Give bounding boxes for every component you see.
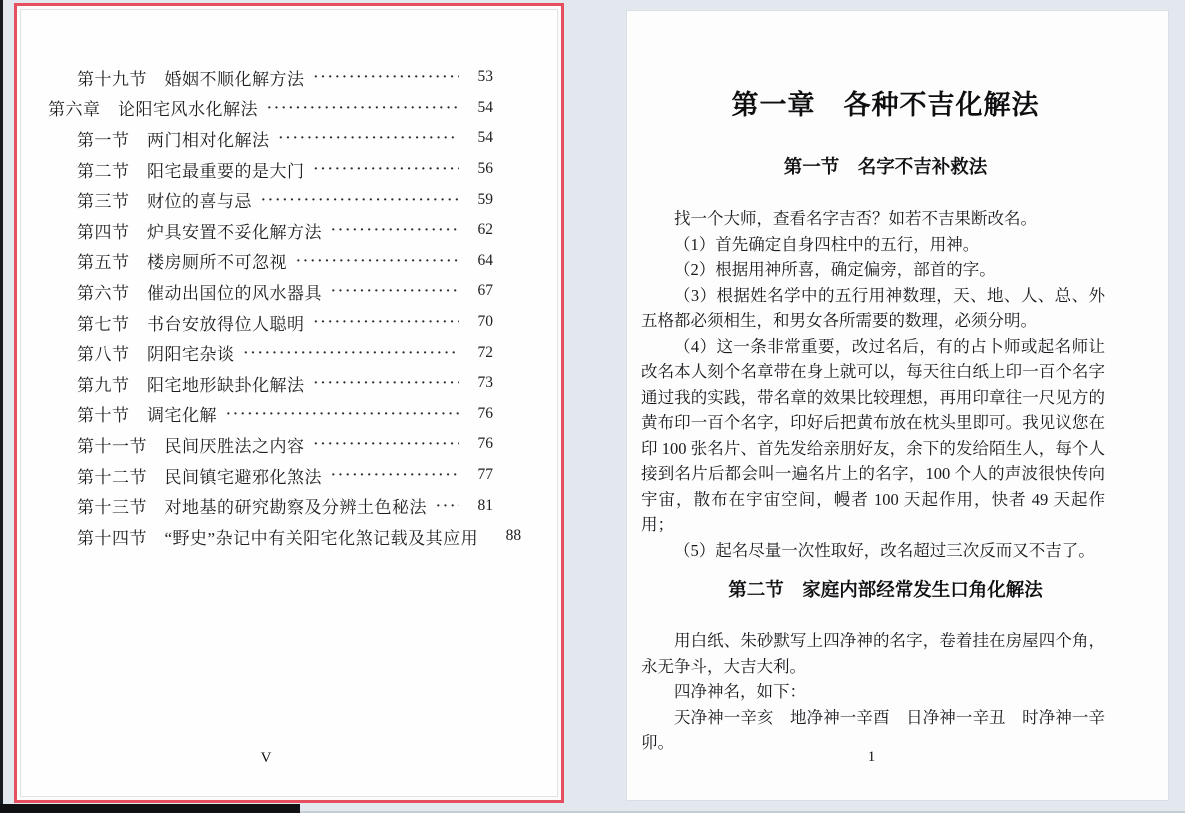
toc-entry-title: 第十四节 “野史”杂记中有关阳宅化煞记载及其应用: [77, 528, 479, 548]
section-heading: 第一节 名字不吉补救法: [783, 158, 988, 178]
toc-entry: [21, 521, 522, 552]
toc-entry: [21, 123, 493, 154]
dot-leader: [314, 437, 460, 453]
toc-entry-page: 54: [477, 98, 493, 116]
section-body: [641, 628, 1105, 756]
dot-leader: [314, 376, 460, 392]
paragraph: （2）根据用神所喜，确定偏旁，部首的字。: [674, 260, 996, 279]
toc-entry-title: 第七节 书台安放得位人聪明: [77, 314, 305, 334]
toc-entry: [21, 307, 493, 338]
toc-entry-page: 72: [477, 343, 493, 361]
toc-entry: [21, 215, 493, 246]
paragraph: 用白纸、朱砂默写上四净神的名字，卷着挂在房屋四个角，永无争斗，大吉大利。: [641, 631, 1105, 676]
chapter-title: 第一章 各种不吉化解法: [731, 90, 1040, 120]
content-page[interactable]: [626, 10, 1169, 801]
toc-entry: [21, 399, 493, 430]
page-number: V: [260, 750, 272, 766]
toc-entry-page: 81: [477, 496, 493, 514]
toc-entry: [21, 460, 493, 491]
toc-entry-title: 第十九节 婚姻不顺化解方法: [77, 69, 305, 89]
toc-entry-title: 第五节 楼房厕所不可忽视: [77, 253, 287, 273]
toc-entry-page: 76: [477, 404, 493, 422]
dot-leader: [279, 131, 460, 147]
dot-leader: [226, 407, 459, 423]
section-heading: 第二节 家庭内部经常发生口角化解法: [728, 581, 1043, 601]
toc-entry: [21, 154, 493, 185]
section-body: [641, 206, 1105, 563]
toc-entry: [21, 490, 493, 521]
toc-entry-page: 62: [477, 221, 493, 239]
dot-leader: [267, 101, 459, 117]
toc-entry-page: 67: [477, 282, 493, 300]
window-bottom-left-edge: [0, 804, 300, 813]
toc-entry: [21, 62, 493, 93]
table-of-contents: [21, 62, 557, 552]
toc-entry-title: 第一节 两门相对化解法: [77, 130, 270, 150]
toc-entry-page: 53: [477, 68, 493, 86]
toc-entry-page: 54: [477, 129, 493, 147]
toc-entry-page: 64: [477, 251, 493, 269]
toc-entry-page: 59: [477, 190, 493, 208]
dot-leader: [314, 315, 460, 331]
toc-entry: [21, 93, 493, 124]
toc-entry-title: 第九节 阳宅地形缺卦化解法: [77, 375, 305, 395]
toc-entry: [21, 184, 493, 215]
paragraph: （1）首先确定自身四柱中的五行，用神。: [674, 234, 980, 254]
toc-entry-page: 76: [477, 435, 493, 453]
toc-entry-title: 第三节 财位的喜与忌: [77, 192, 252, 212]
dot-leader: [331, 223, 459, 239]
dot-leader: [296, 254, 459, 270]
toc-entry-title: 第十节 调宅化解: [77, 406, 217, 426]
toc-entry-page: 70: [477, 313, 493, 331]
toc-entry: [21, 276, 493, 307]
dot-leader: [331, 284, 459, 300]
toc-entry-title: 第八节 阴阳宅杂谈: [77, 345, 235, 365]
dot-leader: [314, 162, 460, 178]
toc-entry-page: 73: [477, 374, 493, 392]
toc-entry-page: 88: [505, 527, 522, 545]
toc-entry: [21, 337, 493, 368]
window-left-edge: [0, 0, 3, 813]
toc-entry-title: 第十一节 民间厌胜法之内容: [77, 436, 305, 456]
toc-entry: [21, 429, 493, 460]
toc-entry: [21, 246, 493, 277]
dot-leader: [244, 346, 460, 362]
paragraph: （4）这一条非常重要，改过名后，有的占卜师或起名师让改名本人刻个名章带在身上就可以，每天往白纸上印一百个名字通过我的实践，带名章的效果比较理想，再用印章往一尺见方的黄布印一百个名字，印好后把黄布放在枕头里即可。我见议您在印 100 张名片、首先发给亲朋好友，余下的发给陌生人，每个人接到名片后都会叫一遍名片上的名字，100 个人的声波很快传向宇宙，散布在宇宙空间，幔者 100 天起作用，快者 49 天起作用；: [641, 336, 1105, 534]
toc-entry: [21, 368, 493, 399]
toc-entry-title: 第四节 炉具安置不妥化解方法: [77, 222, 322, 242]
paragraph: （3）根据姓名学中的五行用神数理，天、地、人、总、外五格都必须相生，和男女各所需要的数理，必须分明。: [641, 285, 1105, 330]
paragraph: （5）起名尽量一次性取好，改名超过三次反而又不吉了。: [674, 540, 1095, 560]
dot-leader: [436, 499, 459, 515]
toc-page[interactable]: [20, 9, 558, 797]
paragraph: 四净神名，如下：: [674, 682, 806, 701]
toc-entry-title: 第六章 论阳宅风水化解法: [48, 100, 258, 120]
toc-entry-page: 77: [477, 466, 493, 484]
page-number: 1: [867, 749, 876, 765]
toc-entry-title: 第十二节 民间镇宅避邪化煞法: [77, 467, 322, 487]
toc-entry-title: 第二节 阳宅最重要的是大门: [77, 161, 305, 181]
selection-highlight: [14, 3, 564, 803]
toc-entry-page: 56: [477, 160, 493, 178]
paragraph: 找一个大师，查看名字吉否？如若不吉果断改名。: [674, 209, 1037, 228]
dot-leader: [331, 468, 459, 484]
toc-entry-title: 第六节 催动出国位的风水器具: [77, 283, 322, 303]
toc-entry-title: 第十三节 对地基的研究勘察及分辨土色秘法: [77, 498, 427, 518]
paragraph: 天净神一辛亥 地净神一辛酉 日净神一辛丑 时净神一辛卯。: [641, 707, 1105, 752]
dot-leader: [261, 193, 459, 209]
dot-leader: [314, 70, 460, 86]
